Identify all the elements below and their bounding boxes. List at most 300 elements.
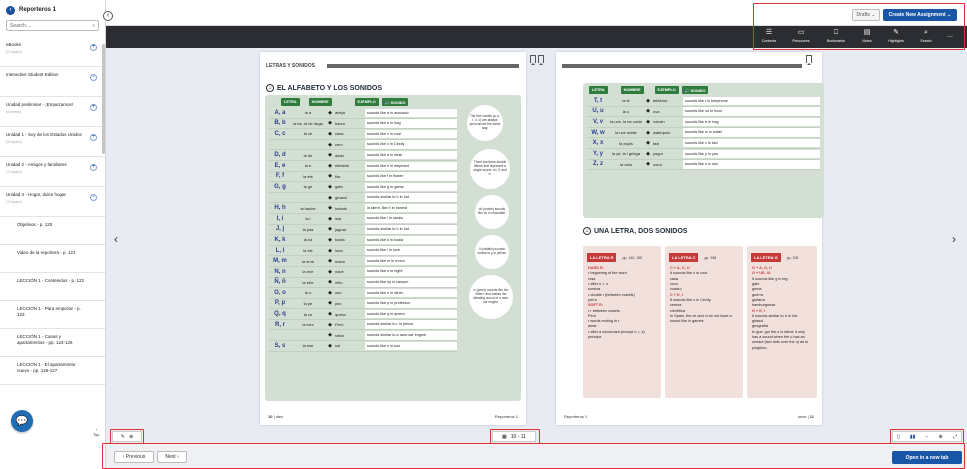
section-heading: LETRAS Y SONIDOS bbox=[266, 63, 315, 69]
create-assignment-label: Create New Assignment bbox=[888, 12, 946, 18]
row-letter-name: la ele bbox=[303, 248, 313, 254]
two-page-icon[interactable]: ▮▮ bbox=[909, 433, 916, 440]
row-sound: sounds like c in cool bbox=[365, 130, 457, 139]
alphabet-row bbox=[269, 225, 457, 236]
row-letter-name: la efe bbox=[303, 173, 313, 179]
col-header: LETRA bbox=[281, 98, 300, 106]
alphabet-row bbox=[269, 108, 457, 119]
rule-line: gato bbox=[752, 281, 760, 286]
collapse-minus-icon[interactable]: − bbox=[91, 74, 96, 80]
row-letter-name: la erre bbox=[302, 322, 314, 328]
pencil-icon[interactable]: ✎ bbox=[120, 433, 125, 440]
row-letter-name: la uve doble bbox=[615, 130, 637, 136]
course-title: Reporteros 1 bbox=[19, 7, 57, 13]
row-letter-name: la eme bbox=[301, 258, 314, 264]
rule-line: HARD R: bbox=[588, 266, 605, 270]
sidebar-item-count: (7 topics) bbox=[6, 199, 22, 204]
back-arrow-icon[interactable]: ‹ bbox=[6, 6, 15, 15]
toolbar-label: Contents bbox=[761, 39, 777, 43]
fullscreen-icon[interactable]: ⤢ bbox=[952, 433, 957, 440]
rule-line: girasol bbox=[752, 319, 764, 324]
next-page-arrow-icon[interactable]: › bbox=[952, 232, 956, 246]
alphabet-board bbox=[265, 95, 521, 401]
row-example-word: barco bbox=[335, 120, 346, 126]
rule-line: coco bbox=[670, 281, 679, 286]
right-page bbox=[556, 52, 822, 425]
alphabet-row bbox=[587, 96, 820, 107]
grid-icon[interactable]: ▦ bbox=[502, 433, 507, 440]
row-letter-name: la eñe bbox=[302, 279, 314, 285]
zoom-in-icon[interactable]: ⊕ bbox=[938, 433, 943, 440]
prev-page-arrow-icon[interactable]: ‹ bbox=[114, 232, 118, 246]
example-image-icon: ◆ bbox=[646, 108, 650, 115]
example-image-icon: ◆ bbox=[646, 118, 650, 125]
sidebar-subitem-label: LECCIÓN 1 - Para empezar - p. 123 bbox=[17, 306, 81, 317]
alphabet-row bbox=[269, 330, 457, 341]
sidebar-subitem-label: LECCIÓN 1 - El apartamento nuevo - pp. 126-127 bbox=[17, 362, 76, 373]
row-letter-name: la jota bbox=[302, 226, 314, 232]
row-sound: sounds like p in professor bbox=[365, 299, 457, 308]
toolbar-label: Resources bbox=[792, 39, 810, 43]
row-letter-name: la ese bbox=[302, 343, 314, 349]
row-example-word: pez bbox=[335, 300, 342, 306]
row-letter: E, e bbox=[274, 162, 286, 169]
alphabet-row bbox=[269, 246, 457, 257]
sidebar-item-count: (5 topics) bbox=[6, 139, 22, 144]
tip-bubble: There are three double letters that represent a single sound: ch, ll, and rr. bbox=[470, 149, 510, 189]
example-image-icon: ◆ bbox=[328, 311, 332, 318]
example-image-icon: ◆ bbox=[328, 268, 332, 275]
alphabet-row bbox=[269, 172, 457, 183]
alphabet-row bbox=[269, 278, 457, 289]
example-image-icon: ◆ bbox=[328, 215, 332, 222]
example-image-icon: ◆ bbox=[328, 236, 332, 243]
row-letter: P, p bbox=[274, 300, 286, 307]
sidebar-item-unidad-2[interactable] bbox=[0, 157, 105, 187]
row-letter: N, n bbox=[274, 268, 286, 275]
sidebar-scrollbar[interactable] bbox=[102, 44, 105, 154]
row-letter-name: la u bbox=[622, 108, 630, 114]
open-new-tab-button[interactable]: Open in a new tab bbox=[892, 451, 962, 464]
row-example-word: luna bbox=[335, 248, 343, 254]
expand-plus-icon[interactable]: + bbox=[91, 44, 96, 50]
row-letter: S, s bbox=[274, 342, 286, 349]
audio-icon[interactable]: ♫ bbox=[583, 227, 591, 235]
row-sound: is silent, like h in honest bbox=[365, 204, 457, 213]
rule-line: • after n, l, s bbox=[588, 281, 609, 286]
chevron-down-icon: ⌄ bbox=[871, 12, 876, 18]
row-sound: sounds like q in queen bbox=[365, 310, 457, 319]
row-example-word: taxi bbox=[653, 140, 660, 146]
sidebar-subitem[interactable] bbox=[0, 217, 105, 245]
sidebar-item-label: Unidad 3 - Hogar, dulce hogar bbox=[6, 192, 67, 197]
rule-text bbox=[665, 266, 743, 324]
tip-bubble: The five vowels (a, e, i, o, u) are always pronounced the same way. bbox=[467, 105, 503, 141]
alphabet-row bbox=[269, 267, 457, 278]
sidebar-item-unidad-3[interactable] bbox=[0, 187, 105, 217]
row-example-word: oso bbox=[335, 290, 342, 296]
pen-icon: ✎ bbox=[893, 29, 899, 36]
section-bar bbox=[562, 64, 802, 68]
sidebar-item-label: eBooks bbox=[6, 42, 22, 47]
example-image-icon: ◆ bbox=[646, 140, 650, 147]
sidebar-item-interactive-student-edition[interactable] bbox=[0, 67, 105, 97]
row-sound: sounds like f in flower bbox=[365, 172, 457, 181]
example-image-icon: ◆ bbox=[328, 258, 332, 265]
example-image-icon: ◆ bbox=[328, 342, 332, 349]
scroll-top-label: Top bbox=[93, 431, 100, 437]
sidebar-item-unidad-preliminar[interactable] bbox=[0, 97, 105, 127]
alphabet-row bbox=[269, 182, 457, 193]
row-example-word: koala bbox=[335, 237, 345, 243]
row-letter: J, j bbox=[275, 226, 285, 233]
note-icon: ▤ bbox=[863, 29, 871, 36]
rule-line: príncipe bbox=[588, 335, 602, 340]
bookmark-icon[interactable] bbox=[806, 55, 812, 63]
previous-label: Previous bbox=[125, 454, 146, 460]
rule-line: C + A, O, U bbox=[670, 266, 690, 270]
sidebar-subitem[interactable] bbox=[0, 329, 105, 357]
annotation-box-left-tools bbox=[110, 429, 144, 444]
alphabet-rows bbox=[583, 94, 824, 172]
row-letter-name: la hache bbox=[300, 205, 316, 211]
example-image-icon: ◆ bbox=[328, 109, 332, 116]
rule-line: C + E, I bbox=[670, 292, 683, 297]
row-letter-name: la ce bbox=[303, 131, 313, 137]
alphabet-board-continued bbox=[583, 83, 824, 218]
rule-line: geografía bbox=[752, 324, 769, 329]
row-example-word: flor bbox=[335, 173, 341, 179]
sidebar-item-ebooks[interactable] bbox=[0, 37, 105, 67]
rule-line: It sounds like g in leg. bbox=[752, 276, 789, 281]
expand-plus-icon[interactable]: + bbox=[91, 164, 96, 170]
row-example-word: girasol bbox=[335, 195, 347, 201]
example-image-icon: ◆ bbox=[328, 226, 332, 233]
rule-line: rosa bbox=[588, 276, 596, 281]
row-sound: sounds like m in moon bbox=[365, 257, 457, 266]
sidebar-item-label: Unidad preliminar - ¡Empezamos! bbox=[6, 102, 74, 107]
row-letter: H, h bbox=[274, 205, 286, 212]
row-example-word: waterpolo bbox=[653, 130, 671, 136]
example-image-icon: ◆ bbox=[646, 161, 650, 168]
alphabet-row bbox=[269, 299, 457, 310]
rule-line: guitarra bbox=[752, 297, 765, 302]
row-letter-name: la de bbox=[303, 152, 313, 158]
example-image-icon: ◆ bbox=[328, 205, 332, 212]
col-header-text: SONIDO bbox=[390, 100, 406, 105]
search-placeholder: Search.... bbox=[10, 22, 32, 29]
row-letter: K, k bbox=[274, 236, 286, 243]
row-example-word: casa bbox=[335, 131, 344, 137]
alphabet-header bbox=[583, 83, 824, 94]
alphabet-row bbox=[269, 309, 457, 320]
page-number: 10 bbox=[268, 414, 273, 419]
row-example-word: abeja bbox=[335, 110, 345, 116]
list-icon: ☰ bbox=[765, 29, 773, 36]
rule-line: • beginning of the word bbox=[588, 271, 627, 276]
alphabet-row bbox=[269, 235, 457, 246]
sidebar-item-label: Unidad 2 - Amigos y familiares bbox=[6, 162, 67, 167]
rule-card-g bbox=[747, 246, 817, 398]
rule-line: perro bbox=[588, 297, 597, 302]
alphabet-row bbox=[587, 107, 820, 118]
row-sound: sounds like oo in food bbox=[683, 107, 820, 116]
annotation-box-bottom-bar bbox=[102, 443, 965, 469]
row-letter: C, c bbox=[274, 130, 286, 137]
row-example-word: cero bbox=[335, 142, 343, 148]
row-letter: B, b bbox=[274, 120, 286, 127]
rule-line: In gue, gui the u is silent; it only has a sound when the u has an umlaut (two dots over the u) as in pingüino. bbox=[752, 329, 809, 350]
rule-line: • after a consonant (except n, l, s) bbox=[588, 329, 645, 334]
page-range-input[interactable]: 10 - 11 bbox=[510, 433, 526, 440]
example-image-icon: ◆ bbox=[328, 321, 332, 328]
row-sound: sounds like c in Cecily bbox=[365, 140, 457, 149]
row-sound: sounds like b in bag bbox=[365, 119, 457, 128]
row-letter-name: la equis bbox=[619, 140, 633, 146]
row-letter-name: la o bbox=[304, 290, 312, 296]
row-letter-name: la cu bbox=[303, 311, 313, 317]
scroll-top-button[interactable]: ↑ Top bbox=[93, 427, 100, 437]
alphabet-row bbox=[269, 203, 457, 214]
audio-icon[interactable]: ♫ bbox=[266, 84, 274, 92]
row-letter: Q, q bbox=[274, 311, 286, 318]
bookmark-icon[interactable] bbox=[538, 55, 544, 63]
row-sound: sounds like s in sun bbox=[365, 342, 457, 351]
rule-line: científica bbox=[670, 308, 685, 313]
row-sound: sounds similar to h in hut bbox=[365, 193, 457, 202]
row-example-word: dado bbox=[335, 152, 344, 158]
rule-ref: pp. 140, 150 bbox=[622, 256, 642, 260]
expand-plus-icon[interactable]: + bbox=[91, 104, 96, 110]
alphabet-row bbox=[269, 341, 457, 352]
chat-icon[interactable]: 💬 bbox=[11, 410, 33, 432]
example-image-icon: ◆ bbox=[328, 194, 332, 201]
example-image-icon: ◆ bbox=[328, 332, 332, 339]
rule-line: hamburguesa bbox=[752, 303, 776, 308]
row-letter: Y, y bbox=[592, 150, 603, 157]
row-letter: Z, z bbox=[593, 161, 603, 168]
annotation-box-page-range bbox=[490, 429, 540, 444]
example-image-icon: ◆ bbox=[328, 289, 332, 296]
row-letter: L, l bbox=[275, 247, 285, 254]
page-number-word: diez bbox=[275, 414, 284, 419]
rule-line: In Spain, the ce and ci do not have a sound like in games. bbox=[670, 313, 732, 324]
row-sound: sounds like s in sun bbox=[683, 160, 820, 169]
row-letter-name: la e bbox=[304, 163, 312, 169]
example-image-icon: ◆ bbox=[328, 247, 332, 254]
row-letter-name: la ye, la i griega bbox=[611, 151, 640, 157]
example-image-icon: ◆ bbox=[646, 150, 650, 157]
row-letter: X, x bbox=[592, 140, 604, 147]
sidebar-subitem-label: Objetivos - p. 120 bbox=[17, 222, 53, 227]
rule-line: G + UE, UI bbox=[752, 271, 771, 276]
row-letter: A, a bbox=[274, 109, 286, 116]
row-sound: sounds like i in studio bbox=[365, 214, 457, 223]
sidebar-item-count: (7 topics) bbox=[6, 169, 22, 174]
search-icon[interactable]: ⌕ bbox=[92, 22, 95, 29]
rule-line: Perú bbox=[588, 313, 597, 318]
row-letter: V, v bbox=[592, 118, 604, 125]
rule-tag: LA LETRA C bbox=[669, 253, 698, 262]
section-bar bbox=[327, 64, 519, 68]
main-area bbox=[106, 0, 967, 469]
alphabet-row bbox=[269, 320, 457, 331]
expand-plus-icon[interactable]: + bbox=[91, 134, 96, 140]
annotation-box-view-tools bbox=[890, 429, 964, 444]
row-example-word: zorro bbox=[653, 161, 663, 167]
row-sound: sounds like x in taxi bbox=[683, 139, 820, 148]
row-example-word: elefante bbox=[335, 163, 350, 169]
row-letter: U, u bbox=[592, 108, 604, 115]
alphabet-row bbox=[269, 119, 457, 130]
row-example-word: niño bbox=[335, 279, 343, 285]
chapter-title-text: EL ALFABETO Y LOS SONIDOS bbox=[277, 84, 383, 92]
row-example-word: nave bbox=[335, 269, 344, 275]
sidebar-item-count: (2 topics) bbox=[6, 49, 22, 54]
annotation-box-header bbox=[753, 3, 965, 50]
row-letter: G, g bbox=[274, 183, 286, 190]
rule-tag: LA LETRA R bbox=[587, 253, 616, 262]
col-header: EJEMPLO bbox=[655, 86, 679, 94]
book-name: Reporteros 1 bbox=[494, 414, 518, 419]
row-letter-name: la ka bbox=[303, 237, 313, 243]
rule-line: goma bbox=[752, 287, 762, 292]
rule-card-c bbox=[665, 246, 743, 398]
row-letter: F, f bbox=[275, 173, 285, 180]
row-sound: sounds like t in telephone bbox=[683, 97, 820, 106]
bookmark-icon: ⎕ bbox=[833, 29, 839, 36]
row-sound: sounds like k in koala bbox=[365, 236, 457, 245]
collapse-sidebar-button[interactable]: ‹ bbox=[103, 11, 113, 21]
row-letter: M, m bbox=[273, 258, 287, 265]
sidebar-item-label: Unidad 1 - Soy de los Estados Unidos bbox=[6, 132, 82, 137]
alphabet-row bbox=[269, 129, 457, 140]
monitor-icon: ▭ bbox=[797, 29, 805, 36]
rule-line: amar bbox=[588, 324, 597, 329]
book-name: Reporteros 1 bbox=[564, 414, 588, 419]
rule-ref: pp. 205 bbox=[786, 256, 799, 260]
page-footer-left: 10 | diez bbox=[268, 414, 284, 419]
toolbar-label: Bookmarks bbox=[827, 39, 845, 43]
alphabet-row bbox=[269, 140, 457, 151]
row-example-word: Perú bbox=[335, 322, 344, 328]
chevron-right-icon: › bbox=[177, 454, 179, 460]
row-sound: sounds like a in avocado bbox=[365, 109, 457, 118]
row-letter-name: la zeta bbox=[620, 161, 632, 167]
alphabet-row bbox=[587, 149, 820, 160]
collapse-minus-icon[interactable]: − bbox=[91, 194, 96, 200]
sidebar-item-unidad-1[interactable] bbox=[0, 127, 105, 157]
row-sound: sounds like l in love bbox=[365, 246, 457, 255]
sidebar-subitem[interactable] bbox=[0, 245, 105, 273]
una-letra-title bbox=[583, 227, 687, 235]
rule-line: • r between vowels bbox=[588, 308, 620, 313]
chevron-down-icon: ⌄ bbox=[947, 12, 952, 18]
toolbar-label: Notes bbox=[862, 39, 872, 43]
page-number-word: once bbox=[797, 414, 807, 419]
bookmark-icon[interactable] bbox=[530, 55, 536, 63]
row-example-word: ratón bbox=[335, 332, 345, 338]
zoom-out-icon[interactable]: − bbox=[925, 433, 929, 440]
example-image-icon: ◆ bbox=[328, 120, 332, 127]
rule-text bbox=[747, 266, 817, 351]
row-letter-name: la uve, la be corta bbox=[610, 119, 642, 125]
sidebar-subitem[interactable] bbox=[0, 357, 105, 385]
example-image-icon: ◆ bbox=[646, 129, 650, 136]
search-icon: ⌕ bbox=[924, 29, 928, 36]
rule-line: guerra bbox=[752, 292, 763, 297]
row-letter-name: la ene bbox=[302, 269, 314, 275]
row-example-word: sol bbox=[335, 343, 341, 349]
chapter-title bbox=[266, 84, 382, 92]
alphabet-row bbox=[587, 138, 820, 149]
sidebar-subitem-label: Video de la reportera - p. 121 bbox=[17, 250, 76, 255]
row-letter-name: la ge bbox=[303, 184, 313, 190]
page-number: 11 bbox=[809, 414, 814, 419]
row-letter: T, t bbox=[593, 97, 603, 104]
example-image-icon: ◆ bbox=[328, 130, 332, 137]
row-example-word: jaguar bbox=[335, 226, 347, 232]
add-circle-icon[interactable]: ⊕ bbox=[129, 433, 134, 440]
alphabet-row bbox=[269, 256, 457, 267]
sidebar-subitem[interactable] bbox=[0, 273, 105, 301]
alphabet-row bbox=[587, 160, 820, 171]
col-header: LETRA bbox=[589, 86, 608, 94]
row-example-word: yogur bbox=[653, 151, 664, 157]
example-image-icon: ◆ bbox=[328, 141, 332, 148]
sidebar-search-input[interactable] bbox=[6, 20, 99, 31]
rule-text bbox=[583, 266, 661, 340]
row-sound: sounds similar to a race-car engine bbox=[365, 331, 457, 340]
row-example-word: teléfono bbox=[653, 98, 668, 104]
row-example-word: uva bbox=[653, 108, 660, 114]
row-sound: sounds like d in desk bbox=[365, 151, 457, 160]
sidebar bbox=[0, 0, 106, 469]
row-sound: sounds like ny in canyon bbox=[365, 278, 457, 287]
sidebar-subitem[interactable] bbox=[0, 301, 105, 329]
single-page-icon[interactable]: ▯ bbox=[897, 433, 900, 440]
row-sound: sounds like e in elephant bbox=[365, 162, 457, 171]
example-image-icon: ◆ bbox=[328, 279, 332, 286]
row-example-word: mano bbox=[335, 258, 346, 264]
row-sound: sounds similar to h in hut bbox=[365, 225, 457, 234]
rule-line: • double r (between vowels) bbox=[588, 292, 635, 297]
row-letter-name: la a bbox=[304, 110, 312, 116]
alphabet-rows bbox=[265, 106, 461, 354]
more-icon: ... bbox=[947, 32, 953, 39]
example-image-icon: ◆ bbox=[328, 173, 332, 180]
tip-bubble: ll (caballo) sounds similar to y in yellow. bbox=[475, 235, 509, 269]
speaker-icon: 🔊 bbox=[384, 100, 390, 105]
rule-line: SOFT R: bbox=[588, 303, 604, 308]
rule-line: cuadro bbox=[670, 287, 682, 292]
row-example-word: volcán bbox=[653, 119, 665, 125]
rule-line: It sounds similar to h in hut. bbox=[752, 313, 799, 318]
row-example-word: helado bbox=[335, 205, 348, 211]
rule-line: It sounds like c in cool. bbox=[670, 271, 709, 276]
una-letra-title-text: UNA LETRA, DOS SONIDOS bbox=[594, 227, 688, 235]
row-letter-name: la be, la be larga bbox=[293, 120, 323, 126]
rule-line: G + E, I bbox=[752, 308, 765, 313]
example-image-icon: ◆ bbox=[328, 183, 332, 190]
page-footer-right: once | 11 bbox=[797, 414, 814, 419]
row-sound: sounds similar to r in prince bbox=[365, 320, 457, 329]
row-example-word: queso bbox=[335, 311, 346, 317]
alphabet-row bbox=[587, 128, 820, 139]
row-letter: I, i bbox=[276, 215, 284, 222]
toolbar-label: Highlights bbox=[888, 39, 904, 43]
rule-tag: LA LETRA G bbox=[751, 253, 781, 262]
